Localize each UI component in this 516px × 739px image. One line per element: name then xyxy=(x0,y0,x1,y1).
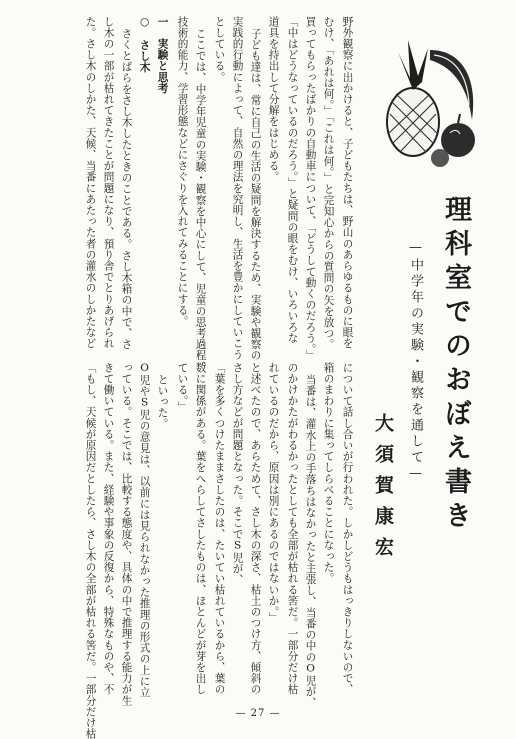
body-column: 買ってもらったばかりの自動車について、「どうして動くのだろう。」 xyxy=(304,16,317,361)
body-column: 子ども達は、常に自己の生活の疑問を解決するため、実験や観察の xyxy=(249,28,262,361)
page-number: — 27 — xyxy=(235,708,281,719)
body-column: 箱のまわりに集ってしらべることになった。 xyxy=(322,362,335,584)
body-column: た。さし木のしかた、天候、当番にあたった者の灌水のしかたなど xyxy=(84,16,97,349)
body-column: きて働いている。また、経験や事象の反復から、特殊なものや、不 xyxy=(102,362,115,695)
body-column: っている。そこでは、比較する態度や、具体の中で推理する能力が生 xyxy=(120,362,133,707)
body-column: のかけかたがわるかったとしても全部が枯れる筈だ。一部分だけ枯 xyxy=(286,362,299,695)
body-column: 野外観察に出かけると、子どもたちは、野山のあらゆるものに眼を xyxy=(341,16,354,349)
body-column: 技術的能力、学習形態などにさぐりを入れてみることにする。 xyxy=(176,16,189,327)
body-column: について話し合いが行われた。しかしどうもはっきりしないので、 xyxy=(341,362,354,695)
body-column: し木の一部が枯れてきたことが問題になり、預り舎でとりあげられ xyxy=(102,16,115,349)
body-column: さし方などが問題となった。そこでS児が、 xyxy=(231,362,244,586)
article-subtitle: —中学年の実験・観察を通して— xyxy=(408,240,423,484)
body-column: といった。 xyxy=(156,374,169,430)
body-column: 実践的行動によって、自然の理法を究明し、生活を豊かにしていこう xyxy=(231,16,244,361)
subsection-heading: ○ さし木 xyxy=(138,16,151,73)
body-column: 道具を持出して分解をはじめる。 xyxy=(267,16,280,183)
author-name: 大須賀康宏 xyxy=(372,413,394,568)
section-heading: 一 実験と思考 xyxy=(156,16,169,94)
body-column: 当番は、灌水上の手落ちはなかったと主張し、当番の中のO児が、 xyxy=(304,374,317,709)
body-column: れているのだから、原因は別にあるのではないか。」 xyxy=(267,362,280,624)
body-column: としている。 xyxy=(213,16,226,83)
body-column: 「中はどうなっているのだろう。」と疑問の眼をむけ、いろいろな xyxy=(286,16,299,344)
body-column: O児やS児の意見は、以前には見られなかった推理の形式の上に立 xyxy=(138,362,151,698)
body-column: と述べたので、あらためて、さし木の深さ、枯土のつけ方、傾斜の xyxy=(249,362,262,695)
body-column: さくとばらをさし木したときのことである。さし木箱の中で、さ xyxy=(120,28,133,350)
article-title: 理科室でのおぼえ書き xyxy=(440,195,471,535)
body-column: 「もし、天候が原因だとしたら、さし木の全部が枯れる筈だ。一部分だけ枯 xyxy=(84,362,97,739)
body-column: ている。」 xyxy=(176,362,189,413)
fruit-basket-illustration xyxy=(368,30,488,180)
body-column: ここでは、中学年児童の実験・観察を中心にして、児童の思考過程、 xyxy=(194,28,207,373)
body-column: むけ、「あれは何。」「これは何。」と完知心からの質問の矢を放つ。 xyxy=(322,16,335,350)
body-column: 数に関係がある。葉をへらしてさしたものは、ほとんどが芽を出し xyxy=(194,362,207,695)
body-column: 「葉を多くつけたままさしたのは、たいてい枯れているから、葉の xyxy=(213,362,226,695)
